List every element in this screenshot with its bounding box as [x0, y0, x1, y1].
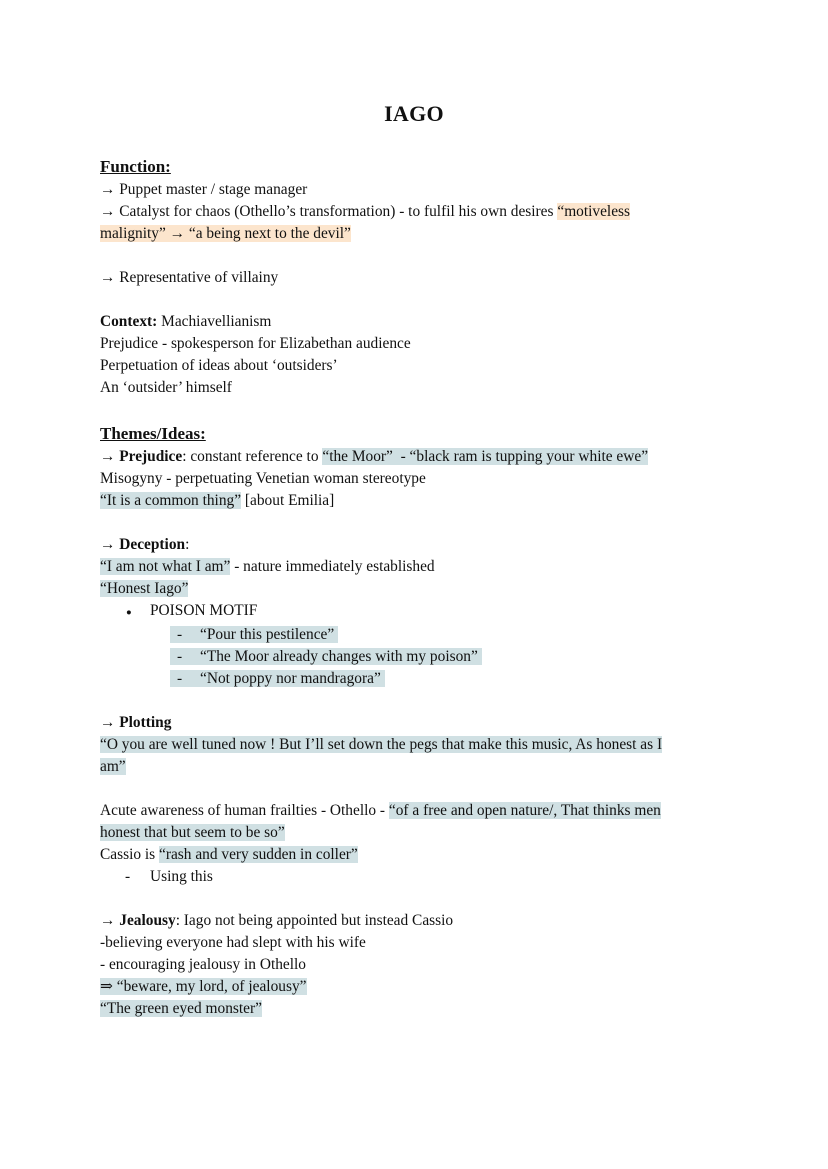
text-segment: Context:	[100, 313, 158, 330]
highlighted-text-segment: “rash and very sudden in coller”	[159, 846, 358, 863]
line-line	[100, 311, 728, 333]
blank-line	[100, 690, 728, 712]
text-segment: : constant reference to	[182, 448, 323, 465]
text-segment: - nature immediately established	[230, 558, 435, 575]
line-line	[100, 932, 728, 954]
line-line	[100, 844, 728, 866]
text-segment: Cassio is	[100, 846, 160, 863]
document-title: IAGO	[384, 101, 444, 126]
dash-line	[100, 866, 728, 888]
highlighted-text-segment: “the Moor” - “black ram is tupping your white ewe”	[322, 448, 649, 465]
highlighted-text-segment: “of a free and open nature/, That thinks men	[388, 802, 661, 819]
text-segment: → Representative of villainy	[100, 269, 279, 286]
text-segment: Acute awareness of human frailties - Othello -	[100, 802, 389, 819]
blank-line	[100, 245, 728, 267]
heading-line	[100, 154, 728, 179]
line-line	[100, 490, 728, 512]
line-line	[100, 446, 728, 468]
highlighted-text-segment: honest that but seem to be so”	[100, 824, 285, 841]
text-segment: Perpetuation of ideas about ‘outsiders’	[100, 357, 338, 374]
highlighted-text-segment: “motiveless	[557, 203, 631, 220]
highlighted-text-segment: “O you are well tuned now ! But I’ll set down the pegs that make this music, As honest as I	[100, 736, 663, 753]
line-line	[100, 756, 728, 778]
line-line	[100, 822, 728, 844]
text-segment: → Catalyst for chaos (Othello’s transformation) - to fulfil his own desires	[100, 203, 558, 220]
text-segment: - encouraging jealousy in Othello	[100, 956, 307, 973]
text-segment: Jealousy	[119, 912, 176, 929]
text-segment: →	[100, 714, 120, 731]
list-item-text	[200, 670, 385, 687]
text-segment: : Iago not being appointed but instead Cassio	[175, 912, 454, 929]
heading-line	[100, 421, 728, 446]
list-item-content	[170, 670, 385, 687]
blank-line	[100, 888, 728, 910]
text-segment: → Puppet master / stage manager	[100, 181, 308, 198]
dash-marker-icon: -	[177, 626, 183, 643]
text-segment: Prejudice	[119, 448, 183, 465]
highlighted-text-segment: “I am not what I am”	[100, 558, 231, 575]
highlighted-text-segment: “It is a common thing”	[100, 492, 242, 509]
text-segment: An ‘outsider’ himself	[100, 379, 232, 396]
text-segment: Plotting	[119, 714, 172, 731]
dash-marker-icon: -	[125, 868, 131, 885]
highlighted-text-segment: “The green eyed monster”	[100, 1000, 262, 1017]
text-segment: “The Moor already changes with my poison”	[200, 648, 482, 665]
list-item-text	[200, 626, 338, 643]
line-line	[100, 712, 728, 734]
blank-line	[100, 778, 728, 800]
text-segment: Misogyny - perpetuating Venetian woman stereotype	[100, 470, 426, 487]
text-segment: POISON MOTIF	[150, 602, 258, 619]
line-line	[100, 734, 728, 756]
line-line	[100, 179, 728, 201]
list-item-content	[123, 868, 213, 885]
dash-line	[100, 624, 728, 646]
text-segment: Machiavellianism	[157, 313, 272, 330]
line-line	[100, 556, 728, 578]
highlighted-text-segment: malignity” → “a being next to the devil”	[100, 225, 351, 242]
line-line	[100, 377, 728, 399]
text-segment: Deception	[119, 536, 186, 553]
list-item-content	[170, 626, 338, 643]
line-line	[100, 355, 728, 377]
list-item-text	[200, 648, 482, 665]
text-segment: :	[185, 536, 190, 553]
highlighted-text-segment: am”	[100, 758, 126, 775]
highlighted-text-segment: “Honest Iago”	[100, 580, 189, 597]
highlighted-text-segment: ⇒ “beware, my lord, of jealousy”	[100, 978, 307, 995]
list-item-text	[150, 602, 257, 619]
text-segment: “Not poppy nor mandragora”	[200, 670, 385, 687]
text-segment: [about Emilia]	[241, 492, 335, 509]
dash-line	[100, 668, 728, 690]
document-body	[100, 154, 728, 1020]
line-line	[100, 223, 728, 245]
line-line	[100, 468, 728, 490]
text-segment: Function:	[100, 157, 171, 176]
line-line	[100, 998, 728, 1020]
list-item-content	[123, 602, 257, 619]
line-line	[100, 976, 728, 998]
blank-line	[100, 512, 728, 534]
text-segment: →	[100, 448, 120, 465]
line-line	[100, 800, 728, 822]
line-line	[100, 333, 728, 355]
text-segment: Themes/Ideas:	[100, 424, 206, 443]
bullet-line	[100, 600, 728, 624]
blank-line	[100, 289, 728, 311]
dash-marker-icon: -	[177, 648, 183, 665]
line-line	[100, 578, 728, 600]
text-segment: Using this	[150, 868, 213, 885]
dash-line	[100, 646, 728, 668]
line-line	[100, 534, 728, 556]
text-segment: “Pour this pestilence”	[200, 626, 339, 643]
list-item-text	[150, 868, 213, 885]
text-segment: →	[100, 912, 120, 929]
text-segment: -believing everyone had slept with his wife	[100, 934, 366, 951]
bullet-marker-icon: ●	[126, 608, 132, 618]
line-line	[100, 954, 728, 976]
line-line	[100, 267, 728, 289]
line-line	[100, 201, 728, 223]
line-line	[100, 910, 728, 932]
blank-line	[100, 399, 728, 421]
list-item-content	[170, 648, 482, 665]
text-segment: Prejudice - spokesperson for Elizabethan audience	[100, 335, 411, 352]
dash-marker-icon: -	[177, 670, 183, 687]
text-segment: →	[100, 536, 120, 553]
